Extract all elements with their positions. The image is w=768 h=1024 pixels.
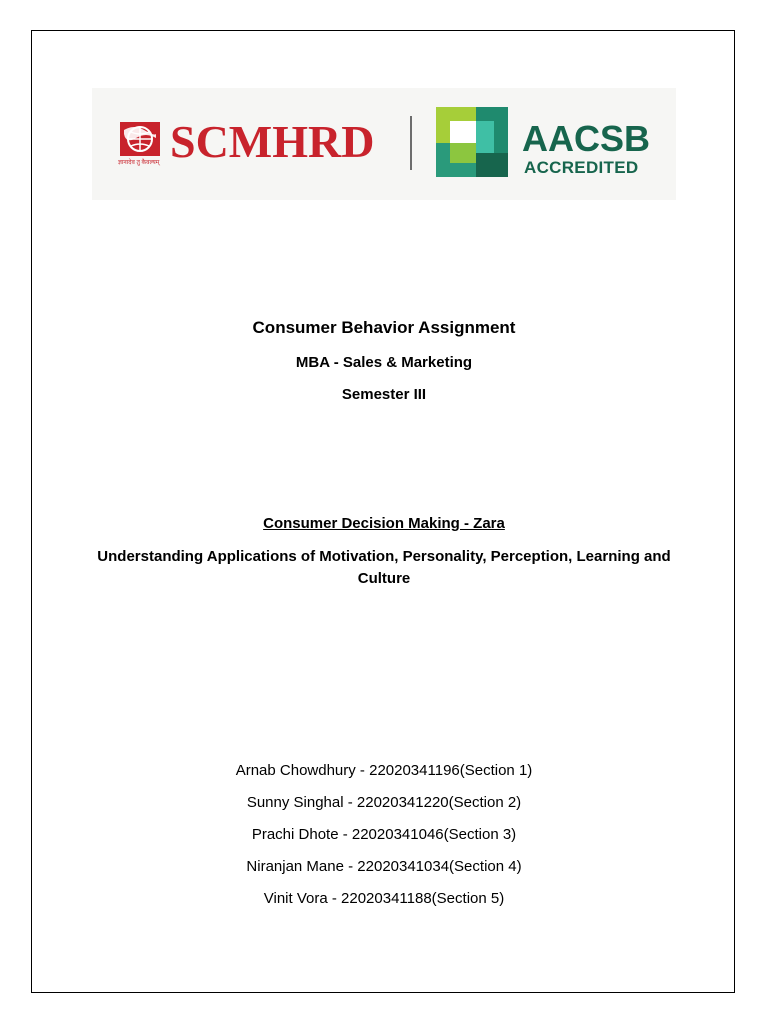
aacsb-emblem-icon — [436, 107, 508, 177]
team-member: Niranjan Mane - 22020341034(Section 4) — [246, 858, 522, 875]
team-member: Arnab Chowdhury - 22020341196(Section 1) — [235, 762, 533, 779]
team-member: Sunny Singhal - 22020341220(Section 2) — [246, 794, 522, 811]
team-member: Prachi Dhote - 22020341046(Section 3) — [251, 826, 517, 843]
topic-heading-text: Consumer Decision Making - Zara — [263, 515, 505, 532]
scmhrd-emblem-icon — [120, 122, 160, 156]
team-member: Vinit Vora - 22020341188(Section 5) — [263, 890, 505, 907]
aacsb-wordmark: AACSB — [522, 118, 651, 159]
program-name: MBA - Sales & Marketing — [295, 354, 473, 371]
logo-divider — [410, 116, 412, 170]
scmhrd-wordmark: SCMHRD — [170, 116, 375, 167]
aacsb-accredited-label: ACCREDITED — [524, 158, 639, 177]
semester-label: Semester III — [341, 386, 427, 403]
topic-heading — [0, 515, 768, 532]
topic-description: Understanding Applications of Motivation, Personality, Perception, Learning and Culture — [97, 548, 671, 587]
assignment-title: Consumer Behavior Assignment — [252, 318, 516, 337]
scmhrd-tagline: ज्ञानादेव तु कैवल्यम् — [118, 160, 160, 166]
